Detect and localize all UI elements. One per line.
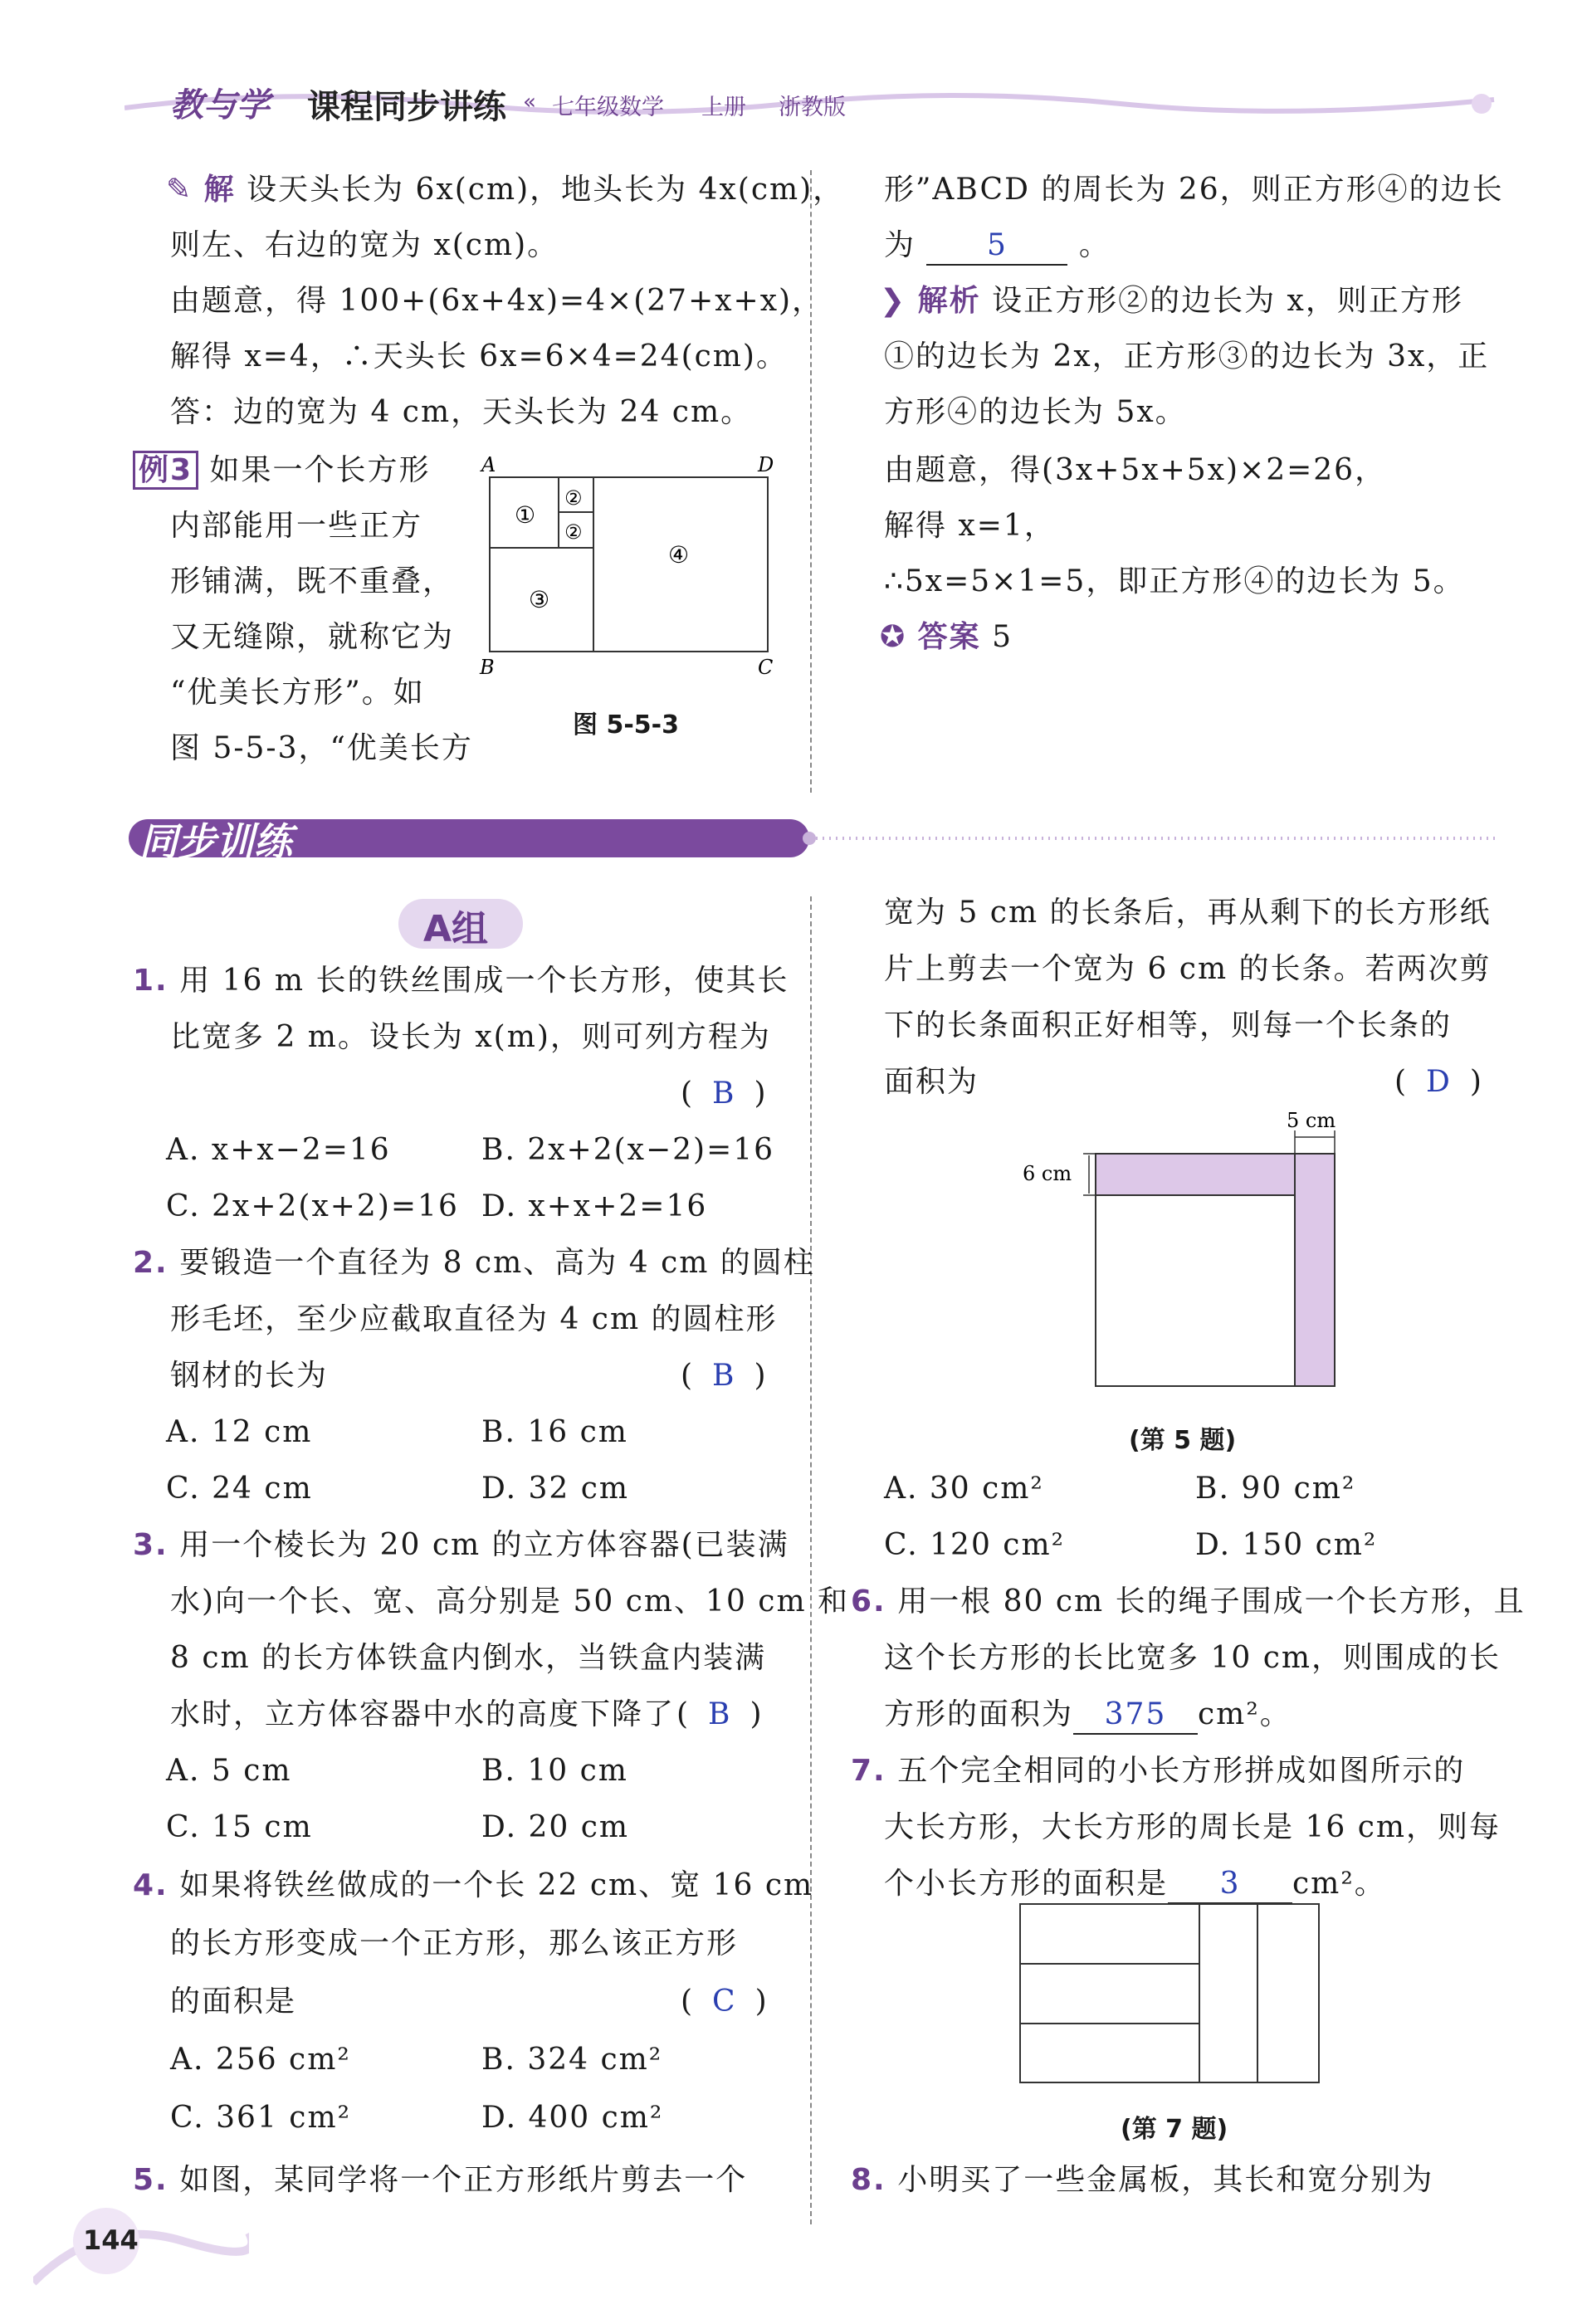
q5-line-3: 片上剪去一个宽为 6 cm 的长条。若两次剪 bbox=[884, 952, 1492, 986]
q7-figure bbox=[1017, 1901, 1324, 2092]
q6-line-2: 这个长方形的长比宽多 10 cm，则围成的长 bbox=[884, 1641, 1501, 1675]
label-c: C bbox=[758, 656, 774, 679]
label-square-3: ③ bbox=[529, 586, 550, 613]
q3-line-3: 8 cm 的长方体铁盒内倒水，当铁盒内装满 bbox=[170, 1641, 767, 1675]
analysis-line-2: ①的边长为 2x，正方形③的边长为 3x，正 bbox=[884, 339, 1490, 374]
q1-option-d: D. x+x+2=16 bbox=[481, 1189, 708, 1223]
q5-option-d: D. 150 cm² bbox=[1195, 1528, 1378, 1562]
q2-option-b: B. 16 cm bbox=[481, 1415, 628, 1449]
q2-option-c: C. 24 cm bbox=[166, 1472, 313, 1506]
example-line-2: 内部能用一些正方 bbox=[170, 509, 423, 543]
q7-unit: cm²。 bbox=[1292, 1867, 1386, 1901]
solution-line-3: 由题意，得 100+(6x+4x)=4×(27+x+x)， bbox=[170, 284, 824, 318]
answer-value: 5 bbox=[992, 620, 1013, 654]
q2-answer-bracket: ( B ) bbox=[681, 1359, 768, 1393]
example-line-5: “优美长方形”。如 bbox=[170, 676, 425, 710]
solution-label: 解 bbox=[203, 173, 236, 207]
q7-answer-blank: 3 bbox=[1168, 1866, 1292, 1904]
header-title: 课程同步讲练 bbox=[307, 88, 506, 126]
q6-number: 6. bbox=[851, 1584, 886, 1618]
question-8-start bbox=[851, 2162, 1433, 2199]
q6-answer-blank: 375 bbox=[1073, 1697, 1198, 1735]
q4-line-3: 的面积是 bbox=[170, 1985, 297, 2019]
q4-option-b: B. 324 cm² bbox=[481, 2043, 663, 2077]
header-volume: 上册 bbox=[701, 95, 746, 120]
column-divider-top bbox=[810, 170, 812, 793]
q3-option-a: A. 5 cm bbox=[166, 1754, 292, 1788]
q5-fig-5cm-label: 5 cm bbox=[1287, 1109, 1336, 1132]
q3-option-b: B. 10 cm bbox=[481, 1754, 628, 1788]
analysis-line-5: 解得 x=1， bbox=[884, 509, 1056, 543]
header-logo: 教与学 bbox=[170, 86, 270, 124]
q4-answer: C bbox=[712, 1985, 737, 2019]
q1-option-a: A. x+x−2=16 bbox=[166, 1133, 391, 1167]
analysis-line-6: ∴5x=5×1=5，即正方形④的边长为 5。 bbox=[884, 564, 1465, 598]
example-answer-blank: 5 bbox=[926, 227, 1067, 266]
analysis-label: 解析 bbox=[917, 284, 981, 318]
section-title: 同步训练 bbox=[139, 819, 292, 864]
page-number: 144 bbox=[83, 2224, 139, 2256]
q5-option-a: A. 30 cm² bbox=[884, 1472, 1044, 1506]
q4-number: 4. bbox=[133, 1868, 168, 1902]
q5-line-5: 面积为 bbox=[884, 1065, 979, 1099]
q4-line-1: 如果将铁丝做成的一个长 22 cm、宽 16 cm bbox=[179, 1868, 814, 1902]
figure-caption: 图 5-5-3 bbox=[573, 710, 679, 740]
header-edition: 浙教版 bbox=[779, 95, 846, 120]
figure-5-5-3 bbox=[477, 448, 784, 681]
q1-answer-bracket: ( B ) bbox=[681, 1077, 768, 1111]
q1-line-1: 用 16 m 长的铁丝围成一个长方形，使其长 bbox=[179, 964, 789, 998]
q3-line-4: 水时，立方体容器中水的高度下降了 bbox=[170, 1697, 676, 1731]
q8-line-1: 小明买了一些金属板，其长和宽分别为 bbox=[897, 2163, 1434, 2197]
solution-line-5: 答：边的宽为 4 cm，天头长为 24 cm。 bbox=[170, 395, 753, 429]
q1-option-b: B. 2x+2(x−2)=16 bbox=[481, 1133, 775, 1167]
q5-line-1: 如图，某同学将一个正方形纸片剪去一个 bbox=[179, 2163, 748, 2197]
solution-line-4: 解得 x=4，∴天头长 6x=6×4=24(cm)。 bbox=[170, 339, 788, 374]
q4-option-c: C. 361 cm² bbox=[170, 2101, 352, 2135]
q2-option-a: A. 12 cm bbox=[166, 1415, 313, 1449]
label-d: D bbox=[758, 453, 774, 476]
q6-unit: cm²。 bbox=[1198, 1697, 1292, 1731]
label-square-4: ④ bbox=[668, 541, 690, 569]
q5-option-b: B. 90 cm² bbox=[1195, 1472, 1356, 1506]
example-cont-prefix: 为 bbox=[884, 228, 916, 262]
q1-answer: B bbox=[712, 1077, 736, 1111]
q3-answer-bracket: ( B ) bbox=[676, 1697, 764, 1731]
q5-answer: D bbox=[1426, 1065, 1452, 1099]
example-cont-line-1: 形”ABCD 的周长为 26，则正方形④的边长 bbox=[884, 173, 1504, 207]
q5-option-c: C. 120 cm² bbox=[884, 1528, 1066, 1562]
example-cont-suffix: 。 bbox=[1078, 228, 1111, 262]
q1-line-2: 比宽多 2 m。设长为 x(m)，则可列方程为 bbox=[170, 1020, 771, 1054]
q2-line-1: 要锻造一个直径为 8 cm、高为 4 cm 的圆柱 bbox=[179, 1246, 815, 1280]
solution-line-2: 则左、右边的宽为 x(cm)。 bbox=[170, 228, 559, 262]
label-a: A bbox=[481, 453, 496, 476]
q3-option-d: D. 20 cm bbox=[481, 1810, 630, 1844]
analysis-line-3: 方形④的边长为 5x。 bbox=[884, 395, 1187, 429]
q5-answer-bracket: ( D ) bbox=[1394, 1065, 1483, 1099]
q2-answer: B bbox=[712, 1359, 736, 1393]
q6-line-3: 方形的面积为 bbox=[884, 1697, 1074, 1731]
example-line-1: 如果一个长方形 bbox=[209, 453, 431, 487]
example-line-4: 又无缝隙，就称它为 bbox=[170, 620, 455, 654]
analysis-line-1: 设正方形②的边长为 x，则正方形 bbox=[992, 284, 1463, 318]
label-square-2a: ② bbox=[564, 486, 583, 510]
group-label: A组 bbox=[423, 908, 489, 950]
analysis-line-4: 由题意，得(3x+5x+5x)×2=26， bbox=[884, 453, 1387, 487]
q7-number: 7. bbox=[851, 1754, 886, 1788]
q3-option-c: C. 15 cm bbox=[166, 1810, 313, 1844]
q5-fig-6cm-label: 6 cm bbox=[1023, 1162, 1072, 1185]
section-banner-bar bbox=[129, 809, 1506, 867]
q2-number: 2. bbox=[133, 1246, 168, 1280]
q4-option-a: A. 256 cm² bbox=[170, 2043, 351, 2077]
answer-label: 答案 bbox=[917, 620, 981, 654]
answer-star-icon: ✪ bbox=[880, 620, 907, 654]
header-arrow-icon: « bbox=[523, 90, 536, 115]
example-line-6: 图 5-5-3，“优美长方 bbox=[170, 731, 473, 765]
q5-line-4: 下的长条面积正好相等，则每一个长条的 bbox=[884, 1008, 1453, 1042]
label-square-2b: ② bbox=[564, 520, 583, 544]
analysis-icon: ❯ bbox=[880, 284, 907, 318]
q3-number: 3. bbox=[133, 1528, 168, 1562]
column-divider-bottom bbox=[810, 896, 812, 2224]
label-square-1: ① bbox=[515, 501, 536, 529]
q2-option-d: D. 32 cm bbox=[481, 1472, 630, 1506]
q8-number: 8. bbox=[851, 2163, 886, 2197]
q3-line-1: 用一个棱长为 20 cm 的立方体容器(已装满 bbox=[179, 1528, 789, 1562]
solution-line-1: 设天头长为 6x(cm)，地头长为 4x(cm)， bbox=[247, 173, 845, 207]
q7-line-3: 个小长方形的面积是 bbox=[884, 1867, 1169, 1901]
solution-icon: ✎ bbox=[166, 173, 193, 207]
q2-line-2: 形毛坯，至少应截取直径为 4 cm 的圆柱形 bbox=[170, 1302, 778, 1336]
q2-line-3: 钢材的长为 bbox=[170, 1359, 329, 1393]
label-b: B bbox=[480, 656, 495, 679]
q4-answer-bracket: ( C ) bbox=[681, 1985, 769, 2019]
example-label: 例3 bbox=[133, 451, 198, 490]
q5-number: 5. bbox=[133, 2163, 168, 2197]
q7-line-1: 五个完全相同的小长方形拼成如图所示的 bbox=[897, 1754, 1466, 1788]
q5-caption: (第 5 题) bbox=[1129, 1426, 1237, 1455]
q7-line-2: 大长方形，大长方形的周长是 16 cm，则每 bbox=[884, 1810, 1501, 1844]
header-grade: 七年级数学 bbox=[552, 95, 664, 120]
q4-line-2: 的长方形变成一个正方形，那么该正方形 bbox=[170, 1926, 739, 1960]
q1-option-c: C. 2x+2(x+2)=16 bbox=[166, 1189, 459, 1223]
example-line-3: 形铺满，既不重叠， bbox=[170, 564, 455, 598]
page-corner-decoration bbox=[33, 2183, 249, 2291]
q6-line-1: 用一根 80 cm 长的绳子围成一个长方形，且 bbox=[897, 1584, 1526, 1618]
q1-number: 1. bbox=[133, 964, 168, 998]
q3-line-2: 水)向一个长、宽、高分别是 50 cm、10 cm 和 bbox=[170, 1584, 850, 1618]
q3-answer: B bbox=[708, 1697, 732, 1731]
q4-option-d: D. 400 cm² bbox=[481, 2101, 664, 2135]
q5-line-2: 宽为 5 cm 的长条后，再从剩下的长方形纸 bbox=[884, 896, 1492, 930]
q7-caption: (第 7 题) bbox=[1121, 2115, 1228, 2144]
q5-figure bbox=[1013, 1104, 1345, 1403]
